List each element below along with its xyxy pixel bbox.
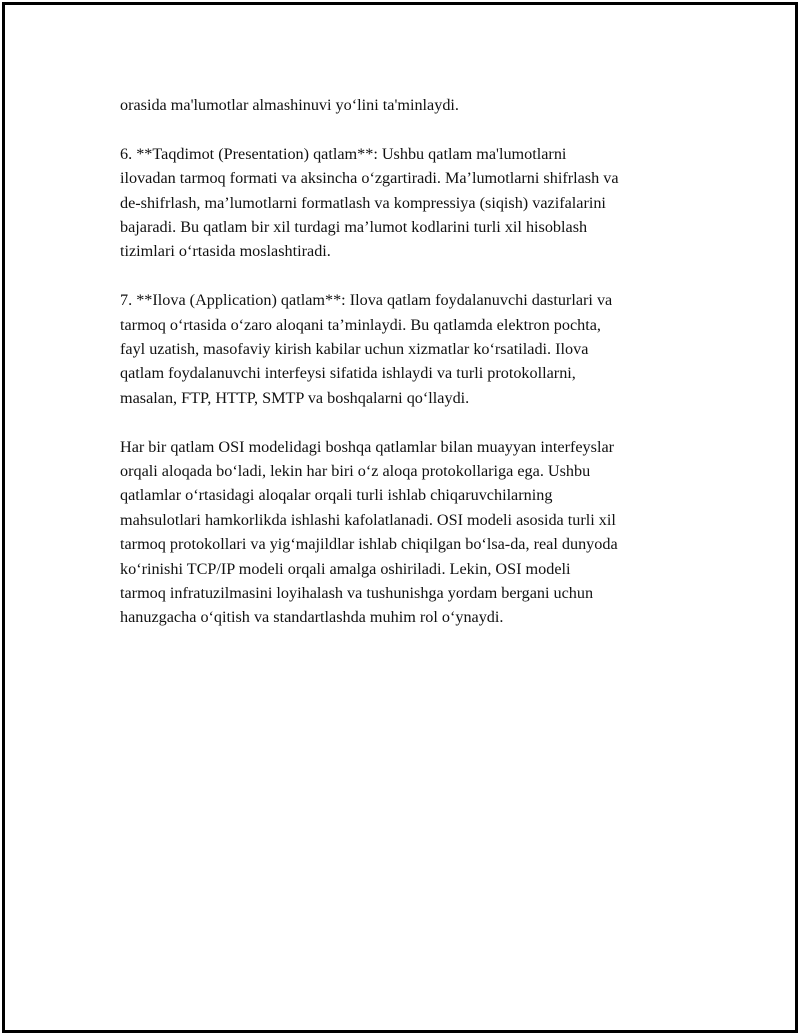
text-line: tarmoq protokollari va yig‘majildlar ishlab chiqilgan bo‘lsa-da, real dunyoda: [120, 535, 618, 554]
text-line: 6. **Taqdimot (Presentation) qatlam**: Ushbu qatlam ma'lumotlarni: [120, 144, 567, 163]
text-line: ilovadan tarmoq formati va aksincha o‘zgartiradi. Ma’lumotlarni shifrlash va: [120, 169, 619, 188]
text-line: bajaradi. Bu qatlam bir xil turdagi ma’lumot kodlarini turli xil hisoblash: [120, 218, 588, 237]
document-body: [120, 93, 710, 654]
text-line: tarmoq infratuzilmasini loyihalash va tushunishga yordam bergani uchun: [120, 584, 594, 603]
text-line: orasida ma'lumotlar almashinuvi yo‘lini ta'minlaydi.: [120, 96, 459, 114]
text-line: masalan, FTP, HTTP, SMTP va boshqalarni qo‘llaydi.: [120, 388, 470, 407]
text-line: fayl uzatish, masofaviy kirish kabilar uchun xizmatlar ko‘rsatiladi. Ilova: [120, 340, 589, 359]
paragraph-application-layer: [120, 288, 710, 410]
text-line: hanuzgacha o‘qitish va standartlashda muhim rol o‘ynaydi.: [120, 608, 504, 627]
text-line: tizimlari o‘rtasida moslashtiradi.: [120, 242, 331, 261]
text-line: 7. **Ilova (Application) qatlam**: Ilova qatlam foydalanuvchi dasturlari va: [120, 291, 613, 310]
text-line: de-shifrlash, ma’lumotlarni formatlash va kompressiya (siqish) vazifalarini: [120, 193, 606, 212]
text-line: Har bir qatlam OSI modelidagi boshqa qatlamlar bilan muayyan interfeyslar: [120, 437, 615, 456]
paragraph-continuation: [120, 93, 710, 117]
paragraph-summary: [120, 435, 710, 630]
text-line: mahsulotlari hamkorlikda ishlashi kafolatlanadi. OSI modeli asosida turli xil: [120, 510, 616, 529]
document-page: [2, 2, 798, 1033]
text-line: qatlam foydalanuvchi interfeysi sifatida ishlaydi va turli protokollarni,: [120, 364, 576, 383]
text-line: orqali aloqada bo‘ladi, lekin har biri o‘z aloqa protokollariga ega. Ushbu: [120, 462, 591, 481]
paragraph-presentation-layer: [120, 142, 710, 264]
text-line: tarmoq o‘rtasida o‘zaro aloqani ta’minlaydi. Bu qatlamda elektron pochta,: [120, 315, 601, 334]
text-line: qatlamlar o‘rtasidagi aloqalar orqali turli ishlab chiqaruvchilarning: [120, 486, 553, 505]
text-line: ko‘rinishi TCP/IP modeli orqali amalga oshiriladi. Lekin, OSI modeli: [120, 559, 571, 578]
